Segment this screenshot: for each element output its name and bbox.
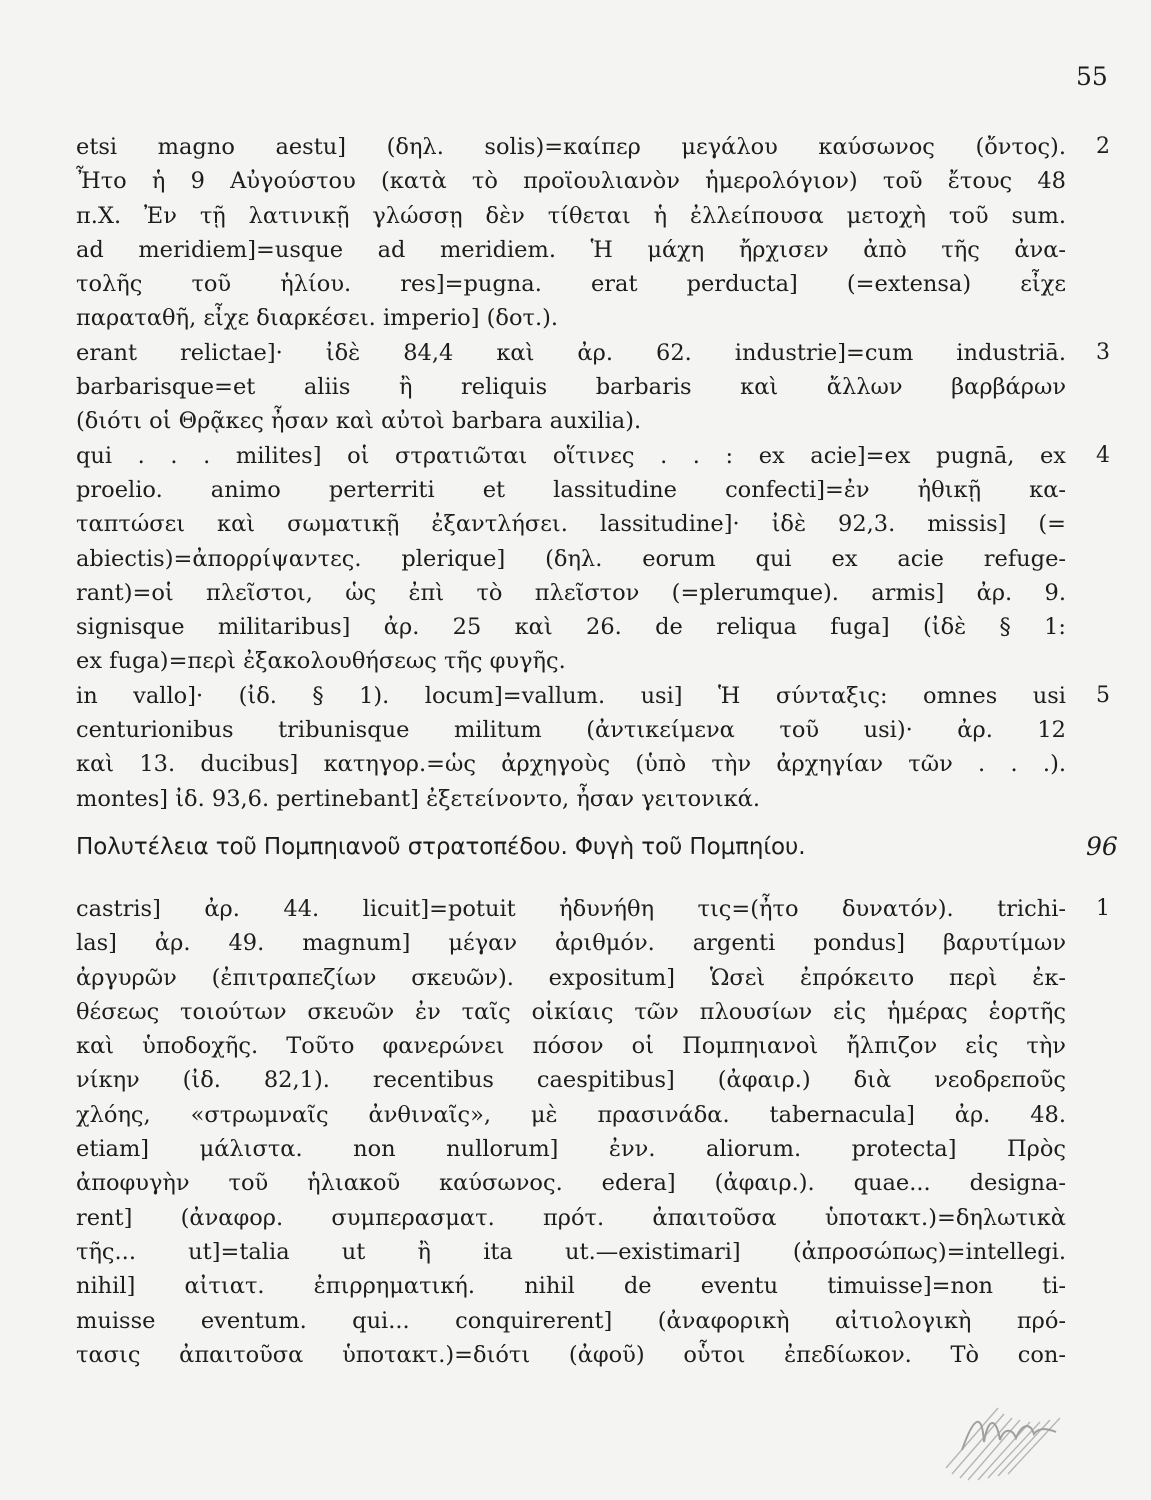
text-line: καὶ ὑποδοχῆς. Τοῦτο φανερώνει πόσον οἱ Πομπηιανοὶ ἤλπιζον εἰς τὴν (76, 1033, 1066, 1060)
margin-section-number: 4 (1096, 442, 1110, 468)
text-line: abiectis)=ἀπορρίψαντες. plerique] (δηλ. eorum qui ex acie refuge- (76, 545, 1066, 572)
text-line: las] ἀρ. 49. magnum] μέγαν ἀριθμόν. argenti pondus] βαρυτίμων (76, 930, 1066, 957)
page-number: 55 (1076, 62, 1108, 91)
text-line: signisque militaribus] ἀρ. 25 καὶ 26. de reliqua fuga] (ἰδὲ § 1: (76, 614, 1066, 641)
text-line: παραταθῆ, εἶχε διαρκέσει. imperio] (δοτ.). (76, 305, 559, 332)
handwritten-signature-icon (938, 1388, 1070, 1484)
commentary-paragraph (76, 336, 1110, 439)
text-line: τασις ἀπαιτοῦσα ὑποτακτ.)=διότι (ἀφοῦ) οὗτοι ἐπεδίωκον. Τὸ con- (76, 1341, 1066, 1368)
chapter-number: 96 (1086, 831, 1118, 861)
commentary-paragraph (76, 130, 1110, 336)
margin-section-number: 5 (1096, 682, 1110, 708)
text-line: muisse eventum. qui... conquirerent] (ἀναφορικὴ αἰτιολογικὴ πρό- (76, 1307, 1066, 1334)
text-line: nihil] αἰτιατ. ἐπιρρηματική. nihil de eventu timuisse]=non ti- (76, 1273, 1066, 1300)
commentary-body (76, 130, 1118, 1372)
commentary-paragraph (76, 679, 1110, 816)
text-line: Ἦτο ἡ 9 Αὐγούστου (κατὰ τὸ προϊουλιανὸν ἡμερολόγιον) τοῦ ἔτους 48 (76, 168, 1066, 195)
text-line: ταπτώσει καὶ σωματικῇ ἐξαντλήσει. lassitudine]· ἰδὲ 92,3. missis] (= (76, 511, 1066, 538)
text-line: τολῆς τοῦ ἡλίου. res]=pugna. erat perducta] (=extensa) εἶχε (76, 271, 1066, 298)
text-line: ἀποφυγὴν τοῦ ἡλιακοῦ καύσωνος. edera] (ἀφαιρ.). quae... designa- (76, 1170, 1066, 1197)
text-line: in vallo]· (ἰδ. § 1). locum]=vallum. usi] Ἡ σύνταξις: omnes usi (76, 682, 1066, 709)
text-line: ex fuga)=περὶ ἐξακολουθήσεως τῆς φυγῆς. (76, 648, 566, 675)
text-line: π.Χ. Ἐν τῇ λατινικῇ γλώσσῃ δὲν τίθεται ἡ ἐλλείπουσα μετοχὴ τοῦ sum. (76, 202, 1066, 229)
text-line: barbarisque=et aliis ἢ reliquis barbaris καὶ ἄλλων βαρβάρων (76, 374, 1066, 401)
text-line: καὶ 13. ducibus] κατηγορ.=ὡς ἀρχηγοὺς (ὑπὸ τὴν ἀρχηγίαν τῶν . . .). (76, 751, 1066, 778)
text-line: etiam] μάλιστα. non nullorum] ἐνν. aliorum. protecta] Πρὸς (76, 1136, 1066, 1163)
margin-section-number: 1 (1096, 895, 1110, 921)
chapter-heading: Πολυτέλεια τοῦ Πομπηιανοῦ στρατοπέδου. Φυγὴ τοῦ Πομπηίου. (76, 833, 806, 860)
text-line: νίκην (ἰδ. 82,1). recentibus caespitibus] (ἀφαιρ.) διὰ νεοδρεποῦς (76, 1067, 1066, 1094)
text-line: (διότι οἱ Θρᾷκες ἦσαν καὶ αὐτοὶ barbara auxilia). (76, 408, 642, 435)
text-line: ad meridiem]=usque ad meridiem. Ἡ μάχη ἤρχισεν ἀπὸ τῆς ἀνα- (76, 236, 1066, 263)
text-line: θέσεως τοιούτων σκευῶν ἐν ταῖς οἰκίαις τῶν πλουσίων εἰς ἡμέρας ἑορτῆς (76, 998, 1066, 1025)
text-line: montes] ἰδ. 93,6. pertinebant] ἐξετείνοντο, ἦσαν γειτονικά. (76, 785, 761, 812)
text-line: erant relictae]· ἰδὲ 84,4 καὶ ἀρ. 62. industrie]=cum industriā. (76, 339, 1066, 366)
margin-section-number: 2 (1096, 134, 1110, 159)
commentary-paragraph (76, 892, 1110, 1372)
text-line: ἀργυρῶν (ἐπιτραπεζίων σκευῶν). expositum] Ὡσεὶ ἐπρόκειτο περὶ ἐκ- (76, 964, 1066, 991)
text-line: proelio. animo perterriti et lassitudine confecti]=ἐν ἠθικῇ κα- (76, 476, 1066, 503)
text-line: centurionibus tribunisque militum (ἀντικείμενα τοῦ usi)· ἀρ. 12 (76, 717, 1066, 744)
text-line: rant)=οἱ πλεῖστοι, ὡς ἐπὶ τὸ πλεῖστον (=plerumque). armis] ἀρ. 9. (76, 579, 1066, 606)
text-line: rent] (ἀναφορ. συμπερασματ. πρότ. ἀπαιτοῦσα ὑποτακτ.)=δηλωτικὰ (76, 1204, 1066, 1231)
chapter-heading-row (76, 824, 1118, 884)
commentary-paragraph (76, 439, 1110, 679)
text-line: qui . . . milites] οἱ στρατιῶται οἵτινες . . : ex acie]=ex pugnā, ex (76, 442, 1066, 469)
text-line: χλόης, «στρωμναῖς ἀνθιναῖς», μὲ πρασινάδα. tabernacula] ἀρ. 48. (76, 1101, 1066, 1128)
margin-section-number: 3 (1096, 339, 1110, 365)
text-line: castris] ἀρ. 44. licuit]=potuit ἠδυνήθη τις=(ἦτο δυνατόν). trichi- (76, 895, 1066, 922)
text-line: τῆς... ut]=talia ut ἢ ita ut.—existimari] (ἀπροσώπως)=intellegi. (76, 1238, 1066, 1265)
text-line: etsi magno aestu] (δηλ. solis)=καίπερ μεγάλου καύσωνος (ὄντος). (76, 134, 1066, 160)
